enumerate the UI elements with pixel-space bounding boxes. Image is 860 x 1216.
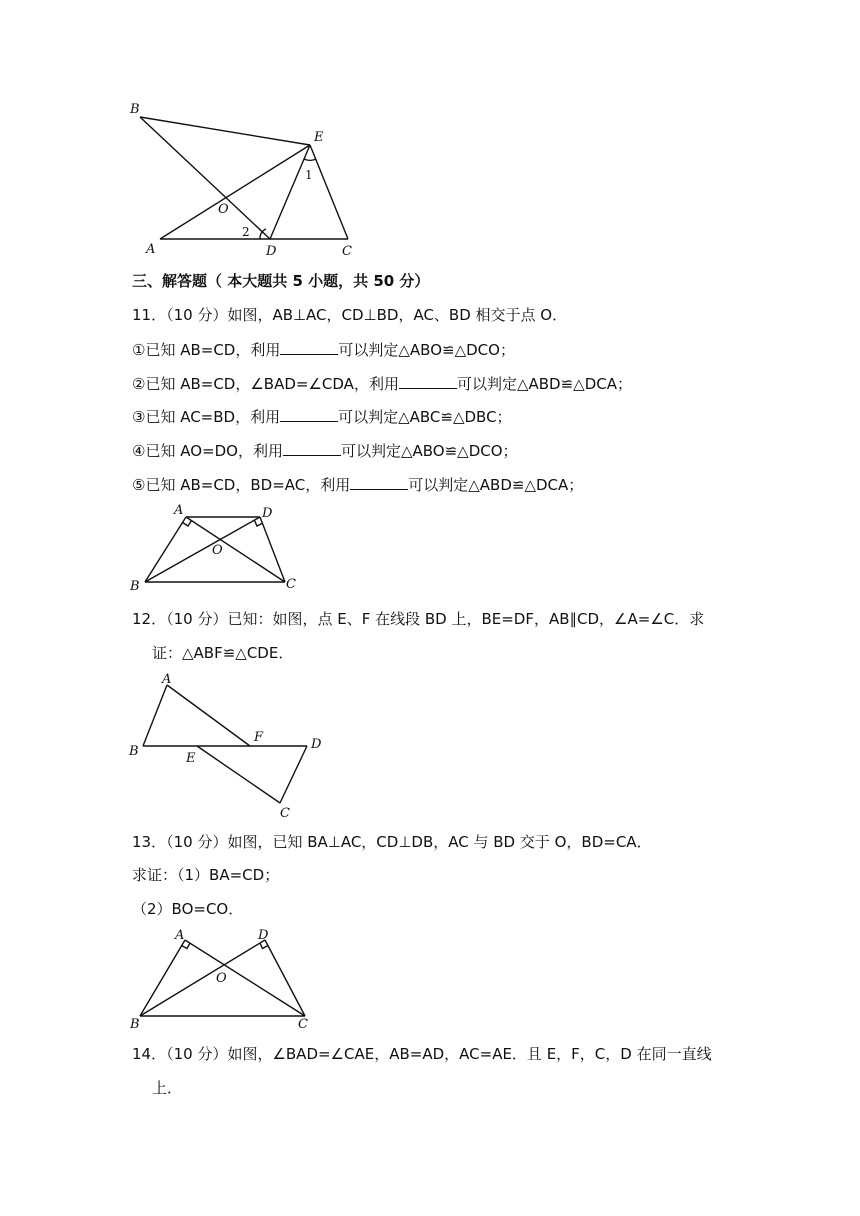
q14-line-2: 上． xyxy=(152,1079,183,1097)
answer-blank[interactable] xyxy=(280,339,338,355)
figure-q13 xyxy=(120,922,330,1037)
q11-item-4: ④已知 AO=DO，利用 可以判定△ABO≌△DCO； xyxy=(132,442,518,460)
segment-ae xyxy=(160,145,310,239)
figure-q11 xyxy=(120,500,320,595)
label-d: D xyxy=(262,506,273,521)
label-d: D xyxy=(266,244,277,259)
label-e: E xyxy=(314,130,324,145)
q12-line-1: 12．（10 分）已知：如图，点 E、F 在线段 BD 上，BE=DF，AB∥CD，∠A=∠C．求 xyxy=(132,610,705,628)
label-o: O xyxy=(212,543,223,558)
q11-item-1: ①已知 AB=CD，利用 可以判定△ABO≌△DCO； xyxy=(132,341,515,359)
label-c: C xyxy=(280,806,290,821)
label-b: B xyxy=(130,1017,140,1032)
label-c: C xyxy=(342,244,352,259)
q13-part-2: （2）BO=CO． xyxy=(132,900,244,918)
answer-blank[interactable] xyxy=(283,440,341,456)
label-b: B xyxy=(129,744,139,759)
label-a: A xyxy=(162,672,172,687)
right-angle-mark-d xyxy=(255,521,263,527)
q13-part-1: 求证：（1）BA=CD； xyxy=(132,866,280,884)
figure-top xyxy=(120,95,370,265)
label-d: D xyxy=(258,928,269,943)
q13-stem: 13．（10 分）如图，已知 BA⊥AC，CD⊥DB，AC 与 BD 交于 O，BD=CA． xyxy=(132,833,652,851)
angle-1-arc xyxy=(304,159,316,160)
answer-blank[interactable] xyxy=(399,373,457,389)
label-d: D xyxy=(311,737,322,752)
label-o: O xyxy=(218,202,229,217)
label-a: A xyxy=(146,242,156,257)
q11-stem: 11．（10 分）如图，AB⊥AC，CD⊥BD，AC、BD 相交于点 O． xyxy=(132,306,568,324)
label-c: C xyxy=(286,577,296,592)
q11-item-3: ③已知 AC=BD，利用 可以判定△ABC≌△DBC； xyxy=(132,408,512,426)
label-c: C xyxy=(298,1017,308,1032)
q11-item-5: ⑤已知 AB=CD，BD=AC，利用 可以判定△ABD≌△DCA； xyxy=(132,476,584,494)
label-a: A xyxy=(174,503,184,518)
label-b: B xyxy=(130,579,140,594)
q11-item-2: ②已知 AB=CD，∠BAD=∠CDA，利用 可以判定△ABD≌△DCA； xyxy=(132,375,632,393)
answer-blank[interactable] xyxy=(280,406,338,422)
answer-blank[interactable] xyxy=(350,474,408,490)
angle-2-label: 2 xyxy=(242,225,250,239)
label-o: O xyxy=(216,971,227,986)
figure-q12 xyxy=(120,668,340,823)
q14-line-1: 14．（10 分）如图，∠BAD=∠CAE，AB=AD，AC=AE．且 E，F，C，D 在同一直线 xyxy=(132,1045,712,1063)
q12-line-2: 证：△ABF≌△CDE． xyxy=(152,644,294,662)
label-a: A xyxy=(175,928,185,943)
label-e: E xyxy=(186,751,196,766)
label-f: F xyxy=(254,730,264,745)
angle-1-label: 1 xyxy=(305,168,313,182)
section-title: 三、解答题（ 本大题共 5 小题，共 50 分） xyxy=(132,272,430,290)
label-b: B xyxy=(130,102,140,117)
